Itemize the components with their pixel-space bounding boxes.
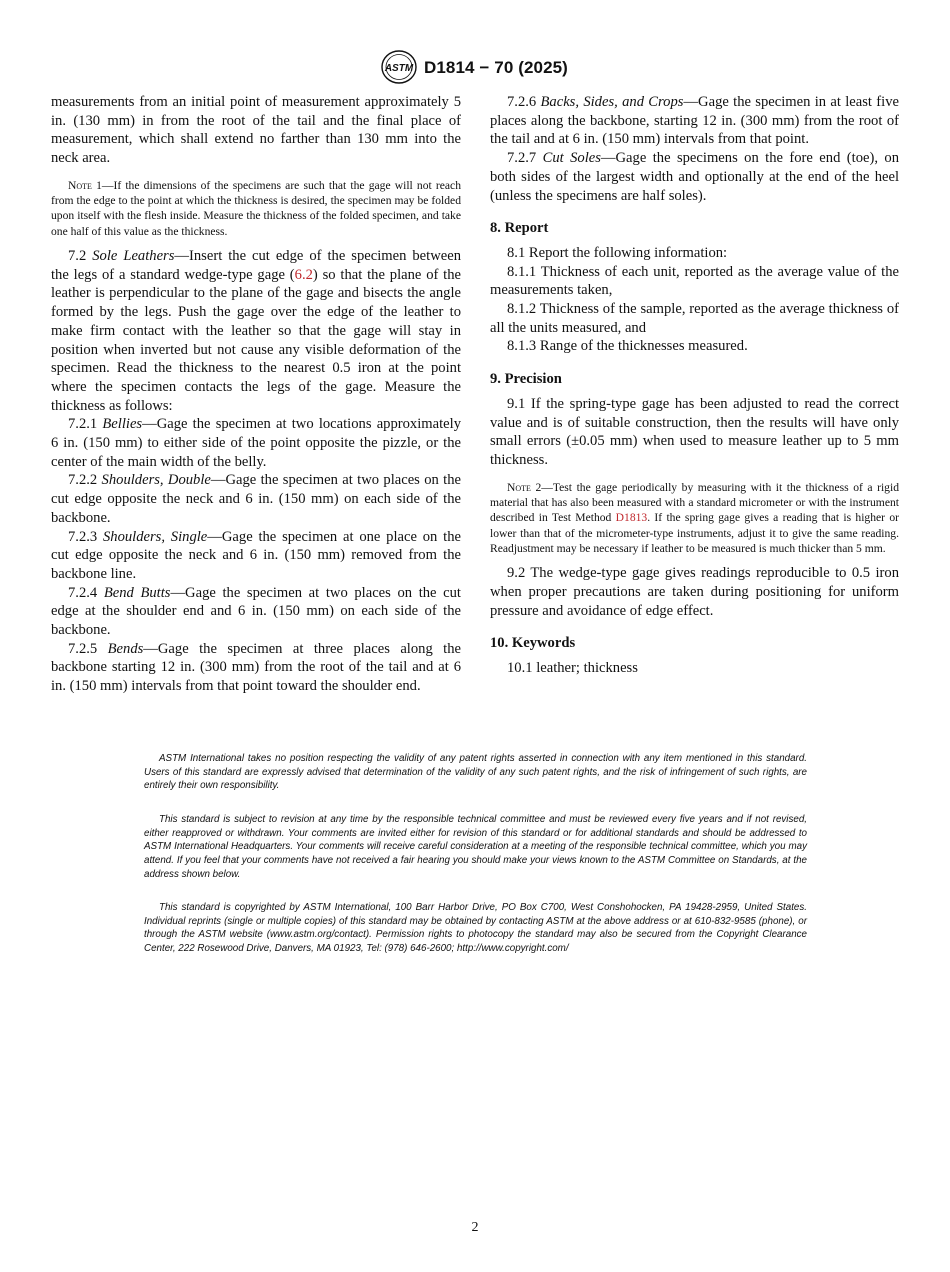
document-designation: D1814 − 70 (2025) <box>424 58 568 77</box>
legal-copyright-notice: This standard is copyrighted by ASTM International, 100 Barr Harbor Drive, PO Box C700, West Conshohocken, PA 19428-2959, United States. Individual reprints (single or multiple copies) of this standard may be obtained by contacting ASTM at the above address or at 610-832-9585 (phone), or through the ASTM website (www.astm.org/contact). Permission rights to photocopy the standard may also be secured from the Copyright Clearance Center, 222 Rosewood Drive, Danvers, MA 01923, Tel: (978) 646-2600; http://www.copyright.com/ <box>144 902 807 955</box>
svg-text:ASTM: ASTM <box>384 63 414 74</box>
section-8-1: 8.1 Report the following information: <box>507 244 728 261</box>
heading-report: 8. Report <box>490 220 549 237</box>
left-column <box>51 93 461 696</box>
section-7-2-4: 7.2.4 Bend Butts—Gage the specimen at two places on the cut edge at the shoulder end and 6 in. (150 mm) on each side of the backbone. <box>51 584 461 639</box>
section-8-1-3: 8.1.3 Range of the thicknesses measured. <box>507 338 748 355</box>
note-1: Note 1—If the dimensions of the specimens are such that the gage will not reach from the edge to the point at which the thickness is desired, the specimen may be folded upon itself with the flesh inside. Measure the thickness of the folded specimen, and take one half of this value as the thickness. <box>51 178 461 238</box>
heading-precision: 9. Precision <box>490 371 562 388</box>
section-7-2-1: 7.2.1 Bellies—Gage the specimen at two locations approximately 6 in. (150 mm) to either side of the point opposite the pizzle, or the center of the main width of the belly. <box>51 416 461 470</box>
page-header <box>0 50 950 86</box>
section-9-1: 9.1 If the spring-type gage has been adjusted to read the correct value and is of suitable construction, then the results will have only small errors (±0.05 mm) when used to measure leather up to 5 mm thickness. <box>490 395 899 468</box>
right-column <box>490 93 899 678</box>
astm-logo-icon <box>381 50 417 84</box>
section-7-2-3: 7.2.3 Shoulders, Single—Gage the specimen at one place on the cut edge opposite the neck and 6 in. (150 mm) removed from the backbone line. <box>51 528 461 582</box>
section-7-2-2: 7.2.2 Shoulders, Double—Gage the specimen at two places on the cut edge opposite the neck and 6 in. (150 mm) on each side of the backbone. <box>51 472 461 526</box>
section-10-1: 10.1 leather; thickness <box>507 659 638 676</box>
continued-paragraph: measurements from an initial point of measurement approximately 5 in. (130 mm) in from the root of the tail and the final place of measurement, which shall extend no farther than 130 mm into the neck area. <box>51 94 461 167</box>
section-7-2-7: 7.2.7 Cut Soles—Gage the specimens on the fore end (toe), on both sides of the largest width and optionally at the end of the heel (unless the specimens are half soles). <box>490 150 899 204</box>
section-8-1-1: 8.1.1 Thickness of each unit, reported as the average value of the measurements taken, <box>490 263 899 299</box>
section-7-2: 7.2 Sole Leathers—Insert the cut edge of the specimen between the legs of a standard wedge-type gage (6.2) so that the plane of the leather is perpendicular to the plane of the gage and bisects the angle formed by the legs. Push the gage over the edge of the leather to make firm contact with the leather so that the gage will stay in position when inverted but not cause any visible deformation of the specimen. Read the thickness to the nearest 0.5 iron at the point where the specimen contacts the legs of the gage. Measure the thickness as follows: <box>51 248 462 414</box>
legal-patent-notice: ASTM International takes no position respecting the validity of any patent rights asserted in connection with any item mentioned in this standard. Users of this standard are expressly advised that determination of the validity of any such patent rights, and the risk of infringement of such rights, are entirely their own responsibility. <box>144 753 807 792</box>
section-7-2-5: 7.2.5 Bends—Gage the specimen at three places along the backbone starting 12 in. (300 mm) from the root of the tail and at 6 in. (150 mm) intervals from that point toward the shoulder end. <box>51 640 462 695</box>
heading-keywords: 10. Keywords <box>490 635 576 652</box>
section-8-1-2: 8.1.2 Thickness of the sample, reported as the average thickness of all the units measured, and <box>490 301 899 336</box>
note-2: Note 2—Test the gage periodically by measuring with it the thickness of a rigid material that has also been measured with a standard micrometer or with the instrument described in Test Method D1813. If the spring gage gives a reading that is higher or lower than that of the micrometer-type instruments, adjust it to give the same reading. Readjustment may be necessary if leather to be measured is much thicker than 5 mm. <box>490 480 899 555</box>
link-d1813[interactable]: D1813 <box>615 511 648 525</box>
page-number: 2 <box>471 1220 479 1235</box>
link-6-2[interactable]: 6.2 <box>294 266 313 283</box>
section-9-2: 9.2 The wedge-type gage gives readings reproducible to 0.5 iron when proper precautions are taken during positioning for uniform pressure and avoidance of edge effect. <box>490 565 899 619</box>
section-7-2-6: 7.2.6 Backs, Sides, and Crops—Gage the specimen in at least five places along the backbone, starting 12 in. (300 mm) from the root of the tail and at 6 in. (150 mm) intervals from that point. <box>490 94 899 148</box>
legal-revision-notice: This standard is subject to revision at any time by the responsible technical committee and must be reviewed every five years and if not revised, either reapproved or withdrawn. Your comments are invited either for revision of this standard or for additional standards and should be addressed to ASTM International Headquarters. Your comments will receive careful consideration at a meeting of the responsible technical committee, which you may attend. If you feel that your comments have not received a fair hearing you should make your views known to the ASTM Committee on Standards, at the address shown below. <box>144 814 807 880</box>
